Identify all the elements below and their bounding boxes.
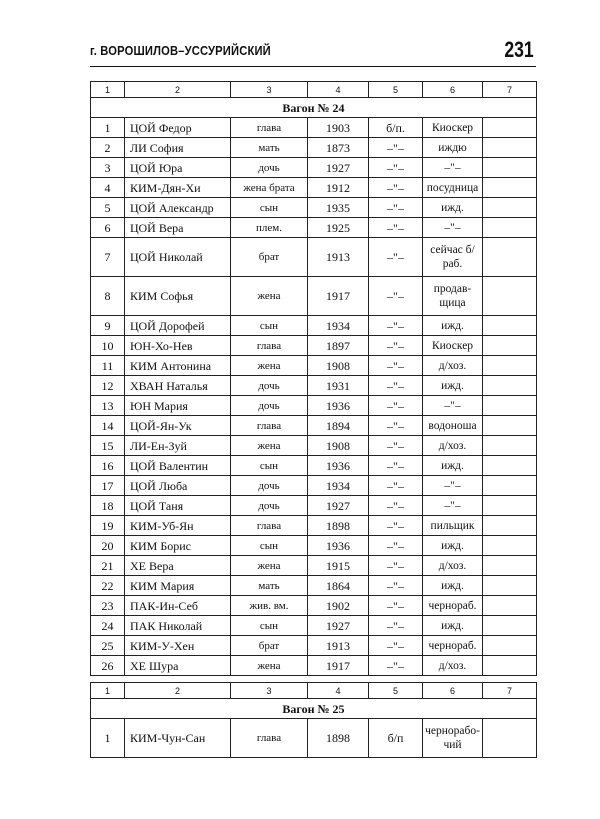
birth-year: 1873 <box>308 138 369 158</box>
column-number: 7 <box>483 683 537 699</box>
relation: глава <box>231 118 308 138</box>
birth-year: 1908 <box>308 356 369 376</box>
occupation: ижд. <box>423 616 483 636</box>
occupation: Киоскер <box>423 118 483 138</box>
relation: сын <box>231 616 308 636</box>
relation: жена <box>231 556 308 576</box>
birth-year: 1936 <box>308 536 369 556</box>
party-status: –"– <box>369 596 423 616</box>
row-number: 1 <box>91 719 125 758</box>
birth-year: 1936 <box>308 456 369 476</box>
table-wagon-24 <box>90 81 537 676</box>
note <box>483 118 537 138</box>
relation: сын <box>231 198 308 218</box>
occupation: ижд. <box>423 198 483 218</box>
note <box>483 218 537 238</box>
row-number: 24 <box>91 616 125 636</box>
person-name: КИМ-Уб-Ян <box>125 516 231 536</box>
page-header <box>90 37 536 65</box>
birth-year: 1894 <box>308 416 369 436</box>
relation: жена <box>231 277 308 316</box>
person-name: КИМ Антонина <box>125 356 231 376</box>
occupation: –"– <box>423 476 483 496</box>
table-row <box>91 456 537 476</box>
table-row <box>91 616 537 636</box>
row-number: 22 <box>91 576 125 596</box>
table-row <box>91 396 537 416</box>
row-number: 16 <box>91 456 125 476</box>
wagon-title: Вагон № 24 <box>91 98 537 118</box>
note <box>483 556 537 576</box>
row-number: 13 <box>91 396 125 416</box>
birth-year: 1927 <box>308 496 369 516</box>
birth-year: 1864 <box>308 576 369 596</box>
note <box>483 336 537 356</box>
row-number: 5 <box>91 198 125 218</box>
birth-year: 1898 <box>308 516 369 536</box>
party-status: –"– <box>369 576 423 596</box>
occupation: пильщик <box>423 516 483 536</box>
occupation: иждю <box>423 138 483 158</box>
person-name: ЦОЙ Дорофей <box>125 316 231 336</box>
person-name: ЦОЙ Вера <box>125 218 231 238</box>
relation: глава <box>231 416 308 436</box>
occupation: ижд. <box>423 456 483 476</box>
note <box>483 456 537 476</box>
column-number: 3 <box>231 82 308 98</box>
party-status: –"– <box>369 436 423 456</box>
birth-year: 1908 <box>308 436 369 456</box>
table-wagon-25 <box>90 682 537 758</box>
note <box>483 616 537 636</box>
row-number: 1 <box>91 118 125 138</box>
occupation: –"– <box>423 158 483 178</box>
occupation: ижд. <box>423 376 483 396</box>
birth-year: 1936 <box>308 396 369 416</box>
person-name: ПАК-Ин-Себ <box>125 596 231 616</box>
person-name: ЛИ-Ен-Зуй <box>125 436 231 456</box>
occupation: чернораб. <box>423 596 483 616</box>
occupation: водоноша <box>423 416 483 436</box>
table-row <box>91 536 537 556</box>
row-number: 19 <box>91 516 125 536</box>
birth-year: 1931 <box>308 376 369 396</box>
wagon-heading-row <box>91 699 537 719</box>
person-name: ЛИ София <box>125 138 231 158</box>
note <box>483 719 537 758</box>
occupation: д/хоз. <box>423 656 483 676</box>
note <box>483 277 537 316</box>
birth-year: 1913 <box>308 636 369 656</box>
table-row <box>91 376 537 396</box>
table-row <box>91 238 537 277</box>
party-status: –"– <box>369 496 423 516</box>
birth-year: 1915 <box>308 556 369 576</box>
table-row <box>91 138 537 158</box>
party-status: б/п. <box>369 118 423 138</box>
column-number: 7 <box>483 82 537 98</box>
table-row <box>91 576 537 596</box>
note <box>483 138 537 158</box>
column-number: 5 <box>369 82 423 98</box>
party-status: –"– <box>369 416 423 436</box>
row-number: 7 <box>91 238 125 277</box>
table-row <box>91 118 537 138</box>
relation: жена брата <box>231 178 308 198</box>
row-number: 9 <box>91 316 125 336</box>
table-row <box>91 719 537 758</box>
row-number: 25 <box>91 636 125 656</box>
party-status: –"– <box>369 158 423 178</box>
running-title: г. ВОРОШИЛОВ–УССУРИЙСКИЙ <box>90 43 271 58</box>
note <box>483 316 537 336</box>
person-name: ЦОЙ Люба <box>125 476 231 496</box>
column-number: 2 <box>125 683 231 699</box>
birth-year: 1903 <box>308 118 369 138</box>
party-status: –"– <box>369 336 423 356</box>
row-number: 15 <box>91 436 125 456</box>
party-status: –"– <box>369 516 423 536</box>
party-status: –"– <box>369 656 423 676</box>
row-number: 6 <box>91 218 125 238</box>
birth-year: 1927 <box>308 158 369 178</box>
occupation: д/хоз. <box>423 436 483 456</box>
row-number: 21 <box>91 556 125 576</box>
table-row <box>91 356 537 376</box>
table-row <box>91 336 537 356</box>
note <box>483 238 537 277</box>
person-name: КИМ Борис <box>125 536 231 556</box>
table-row <box>91 158 537 178</box>
note <box>483 436 537 456</box>
birth-year: 1912 <box>308 178 369 198</box>
note <box>483 516 537 536</box>
row-number: 3 <box>91 158 125 178</box>
birth-year: 1934 <box>308 476 369 496</box>
person-name: КИМ-Чун-Сан <box>125 719 231 758</box>
party-status: –"– <box>369 178 423 198</box>
occupation: –"– <box>423 218 483 238</box>
relation: брат <box>231 238 308 277</box>
column-number: 3 <box>231 683 308 699</box>
occupation: –"– <box>423 396 483 416</box>
occupation: чернорабо-чий <box>423 719 483 758</box>
column-number-row <box>91 683 537 699</box>
person-name: ЦОЙ Таня <box>125 496 231 516</box>
person-name: ЮН-Хо-Нев <box>125 336 231 356</box>
note <box>483 376 537 396</box>
table-row <box>91 436 537 456</box>
note <box>483 496 537 516</box>
relation: мать <box>231 576 308 596</box>
person-name: КИМ Софья <box>125 277 231 316</box>
relation: сын <box>231 456 308 476</box>
row-number: 8 <box>91 277 125 316</box>
party-status: –"– <box>369 138 423 158</box>
relation: жена <box>231 656 308 676</box>
row-number: 11 <box>91 356 125 376</box>
party-status: б/п <box>369 719 423 758</box>
occupation: продав-щица <box>423 277 483 316</box>
column-number: 6 <box>423 683 483 699</box>
relation: глава <box>231 516 308 536</box>
occupation: сейчас б/раб. <box>423 238 483 277</box>
person-name: ЦОЙ Федор <box>125 118 231 138</box>
row-number: 4 <box>91 178 125 198</box>
table-row <box>91 516 537 536</box>
column-number: 5 <box>369 683 423 699</box>
occupation: –"– <box>423 496 483 516</box>
party-status: –"– <box>369 476 423 496</box>
occupation: посудница <box>423 178 483 198</box>
column-number: 1 <box>91 683 125 699</box>
party-status: –"– <box>369 218 423 238</box>
occupation: ижд. <box>423 316 483 336</box>
note <box>483 198 537 218</box>
party-status: –"– <box>369 616 423 636</box>
relation: дочь <box>231 158 308 178</box>
table-row <box>91 656 537 676</box>
table-row <box>91 636 537 656</box>
relation: мать <box>231 138 308 158</box>
party-status: –"– <box>369 238 423 277</box>
birth-year: 1917 <box>308 656 369 676</box>
person-name: ЮН Мария <box>125 396 231 416</box>
occupation: ижд. <box>423 536 483 556</box>
table-row <box>91 556 537 576</box>
note <box>483 396 537 416</box>
column-number-row <box>91 82 537 98</box>
row-number: 26 <box>91 656 125 676</box>
note <box>483 576 537 596</box>
person-name: ЦОЙ Валентин <box>125 456 231 476</box>
relation: глава <box>231 336 308 356</box>
row-number: 12 <box>91 376 125 396</box>
relation: плем. <box>231 218 308 238</box>
table-row <box>91 596 537 616</box>
note <box>483 636 537 656</box>
table-row <box>91 416 537 436</box>
occupation: ижд. <box>423 576 483 596</box>
table-row <box>91 316 537 336</box>
note <box>483 178 537 198</box>
party-status: –"– <box>369 376 423 396</box>
person-name: ЦОЙ Николай <box>125 238 231 277</box>
relation: сын <box>231 536 308 556</box>
birth-year: 1927 <box>308 616 369 636</box>
person-name: ЦОЙ-Ян-Ук <box>125 416 231 436</box>
birth-year: 1935 <box>308 198 369 218</box>
relation: дочь <box>231 376 308 396</box>
table-row <box>91 198 537 218</box>
row-number: 23 <box>91 596 125 616</box>
birth-year: 1913 <box>308 238 369 277</box>
person-name: ПАК Николай <box>125 616 231 636</box>
birth-year: 1897 <box>308 336 369 356</box>
person-name: ХВАН Наталья <box>125 376 231 396</box>
person-name: ХЕ Вера <box>125 556 231 576</box>
page-number: 231 <box>504 37 534 62</box>
row-number: 17 <box>91 476 125 496</box>
relation: сын <box>231 316 308 336</box>
birth-year: 1898 <box>308 719 369 758</box>
table-row <box>91 476 537 496</box>
person-name: ХЕ Шура <box>125 656 231 676</box>
row-number: 14 <box>91 416 125 436</box>
relation: жена <box>231 436 308 456</box>
row-number: 10 <box>91 336 125 356</box>
note <box>483 416 537 436</box>
party-status: –"– <box>369 456 423 476</box>
relation: дочь <box>231 496 308 516</box>
wagon-title: Вагон № 25 <box>91 699 537 719</box>
table-row <box>91 277 537 316</box>
note <box>483 536 537 556</box>
relation: жив. вм. <box>231 596 308 616</box>
note <box>483 476 537 496</box>
party-status: –"– <box>369 636 423 656</box>
column-number: 4 <box>308 82 369 98</box>
note <box>483 656 537 676</box>
relation: глава <box>231 719 308 758</box>
birth-year: 1902 <box>308 596 369 616</box>
birth-year: 1925 <box>308 218 369 238</box>
table-row <box>91 178 537 198</box>
note <box>483 158 537 178</box>
birth-year: 1934 <box>308 316 369 336</box>
person-name: КИМ-Дян-Хи <box>125 178 231 198</box>
occupation: чернораб. <box>423 636 483 656</box>
occupation: Киоскер <box>423 336 483 356</box>
note <box>483 356 537 376</box>
party-status: –"– <box>369 556 423 576</box>
header-rule <box>90 66 536 67</box>
relation: дочь <box>231 396 308 416</box>
relation: дочь <box>231 476 308 496</box>
wagon-heading-row <box>91 98 537 118</box>
relation: брат <box>231 636 308 656</box>
relation: жена <box>231 356 308 376</box>
party-status: –"– <box>369 536 423 556</box>
column-number: 2 <box>125 82 231 98</box>
note <box>483 596 537 616</box>
row-number: 18 <box>91 496 125 516</box>
column-number: 6 <box>423 82 483 98</box>
birth-year: 1917 <box>308 277 369 316</box>
party-status: –"– <box>369 316 423 336</box>
table-row <box>91 496 537 516</box>
occupation: д/хоз. <box>423 356 483 376</box>
table-row <box>91 218 537 238</box>
party-status: –"– <box>369 356 423 376</box>
person-name: ЦОЙ Юра <box>125 158 231 178</box>
person-name: КИМ Мария <box>125 576 231 596</box>
person-name: ЦОЙ Александр <box>125 198 231 218</box>
party-status: –"– <box>369 277 423 316</box>
person-name: КИМ-У-Хен <box>125 636 231 656</box>
row-number: 2 <box>91 138 125 158</box>
party-status: –"– <box>369 198 423 218</box>
column-number: 4 <box>308 683 369 699</box>
row-number: 20 <box>91 536 125 556</box>
occupation: д/хоз. <box>423 556 483 576</box>
column-number: 1 <box>91 82 125 98</box>
party-status: –"– <box>369 396 423 416</box>
